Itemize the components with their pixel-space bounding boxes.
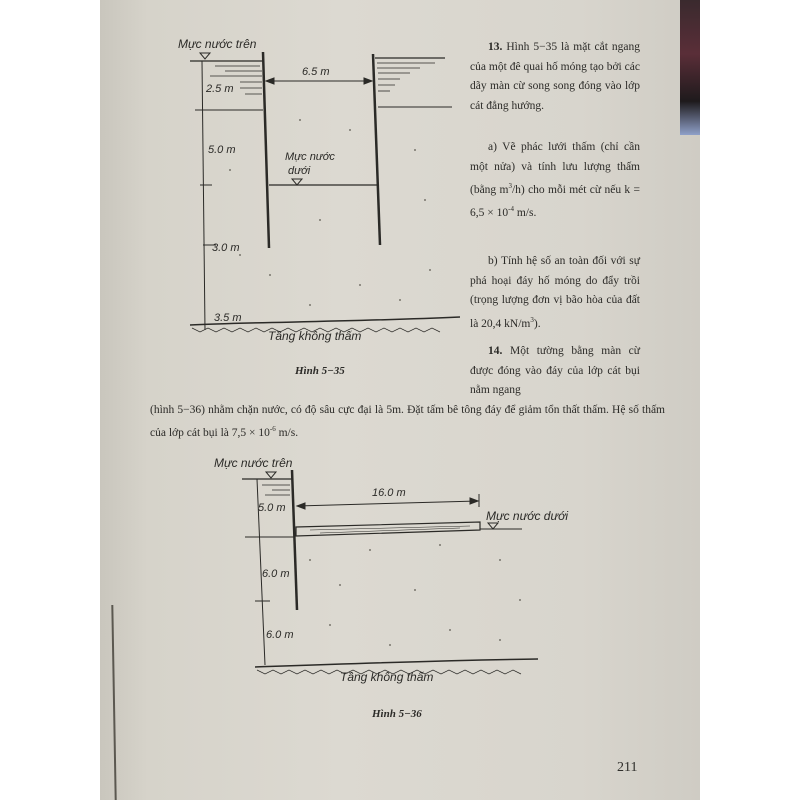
- part-b-text-2: ).: [533, 317, 541, 330]
- problem-14-start: [470, 342, 640, 401]
- part-a-exp: -4: [508, 205, 514, 214]
- page-number: 211: [617, 760, 638, 775]
- problem-13-intro: Hình 5−35 là mặt cắt ngang của một đê quai hố móng tạo bởi các dãy màn cừ song song đóng vào lớp cát đẳng hướng.: [470, 41, 641, 112]
- part-a-text: a) Vẽ phác lưới thấm (chỉ cần một nửa) và tính lưu lượng thấm (bằng m: [470, 141, 640, 196]
- part-a-sup: 3: [508, 182, 512, 190]
- background-edge: [680, 0, 700, 135]
- problem-14-text: (hình 5−36) nhằm chặn nước, có độ sâu cực đại là 5m. Đặt tấm bê tông đáy để giảm tổn thất thấm. Hệ số thấm của lớp cát bụi là 7,5 × 10: [150, 404, 665, 439]
- label-lower-water-2: dưới: [288, 165, 311, 177]
- dim-5-0: 5.0 m: [208, 144, 236, 156]
- label-upper-water: Mực nước trên: [178, 37, 257, 51]
- dim-6-0-a: 6.0 m: [262, 568, 290, 580]
- label-impermeable: Tầng không thấm: [340, 670, 434, 684]
- problem-14-body: [150, 401, 665, 443]
- part-a-text-2: /h) cho mỗi mét cừ nếu k = 6,5 × 10: [470, 183, 640, 220]
- label-lower-water: Mực nước dưới: [486, 509, 569, 523]
- part-b-sup: 3: [530, 315, 534, 324]
- problem-13-number: 13.: [488, 41, 503, 53]
- dim-width: 6.5 m: [302, 66, 330, 78]
- problem-13: [470, 38, 640, 116]
- figure-caption-5-36: Hình 5−36: [372, 708, 422, 720]
- part-a-text-3: m/s.: [513, 207, 537, 220]
- part-b-text: b) Tính hệ số an toàn đối với sự phá hoại đáy hố móng do đẩy trồi (trọng lượng đơn vị bão hòa của đất là 20,4 kN/m: [470, 255, 640, 330]
- figure-5-36: [200, 450, 600, 690]
- dim-6-0-b: 6.0 m: [266, 629, 294, 641]
- figure-caption-5-35: Hình 5−35: [295, 365, 345, 377]
- problem-14-number: 14.: [488, 345, 503, 357]
- label-upper-water: Mực nước trên: [214, 456, 293, 470]
- dim-3-0: 3.0 m: [212, 242, 240, 254]
- dim-slab: 16.0 m: [372, 487, 406, 499]
- problem-14-exp: -6: [269, 425, 276, 433]
- dim-3-5: 3.5 m: [214, 312, 242, 324]
- problem-14-col-text: Một tường bằng màn cừ được đóng vào đáy của lớp cát bụi nằm ngang: [470, 345, 641, 396]
- label-impermeable: Tầng không thấm: [268, 329, 362, 343]
- figure-5-35: [170, 30, 470, 360]
- problem-13-part-a: [470, 138, 640, 224]
- label-lower-water-1: Mực nước: [285, 151, 335, 163]
- problem-13-part-b: [470, 252, 640, 334]
- dim-2-5: 2.5 m: [206, 83, 234, 95]
- dim-5-0: 5.0 m: [258, 502, 286, 514]
- problem-14-text-2: m/s.: [275, 426, 299, 439]
